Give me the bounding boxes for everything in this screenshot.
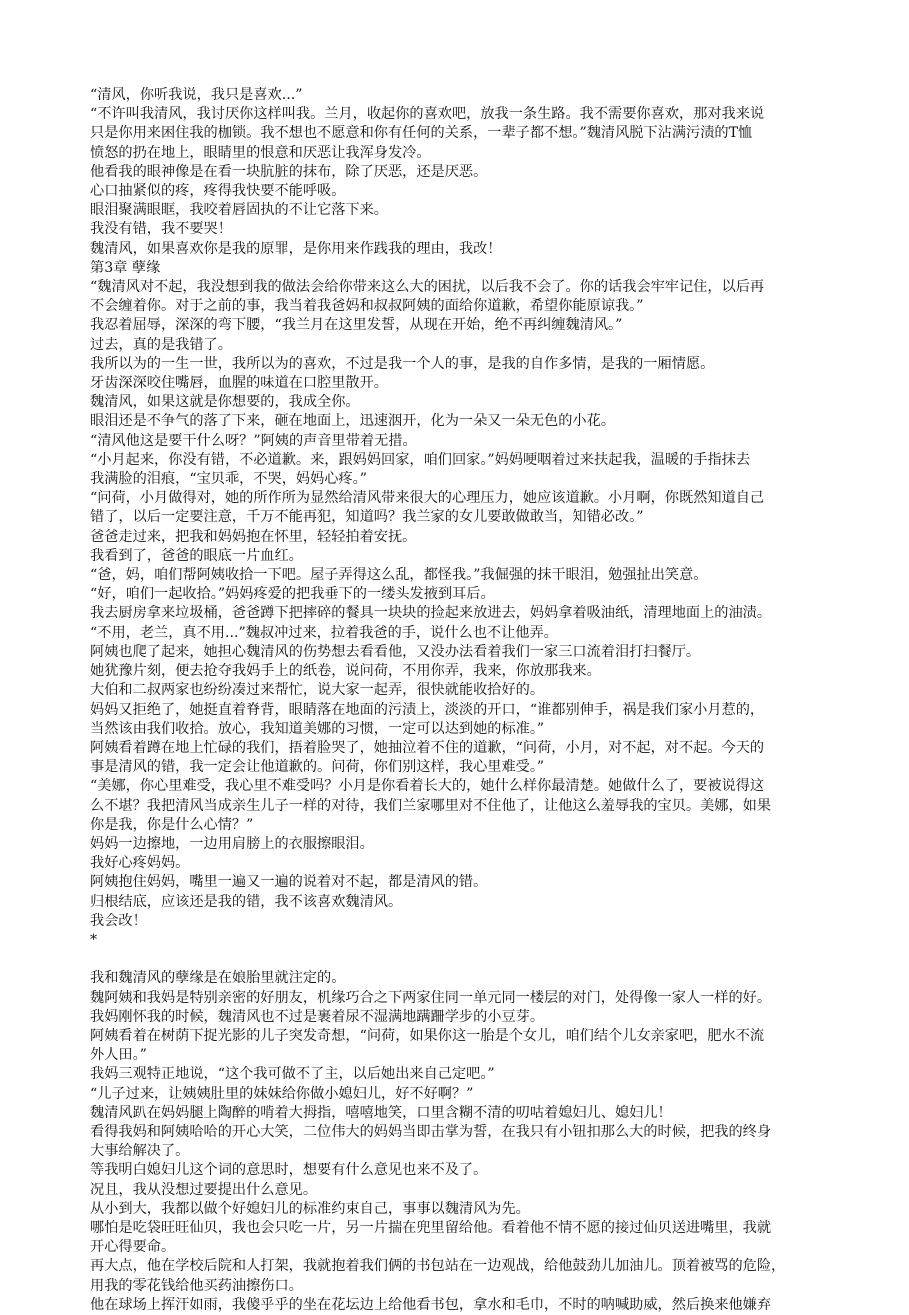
text-line: “小月起来，你没有错，不必道歉。来，跟妈妈回家，咱们回家。”妈妈哽咽着过来扶起我，温暖的手指抹去 (90, 451, 751, 468)
text-line: 再大点，他在学校后院和人打架，我就抱着我们俩的书包站在一边观战，给他鼓劲儿加油儿。顶着被骂的危险， (90, 1258, 786, 1275)
text-line: “爸，妈，咱们帮阿姨收拾一下吧。屋子弄得这么乱，都怪我。”我倔强的抹干眼泪，勉强扯出笑意。 (90, 567, 708, 584)
text-line: “美娜，你心里难受，我心里不难受吗？小月是你看着长大的，她什么样你最清楚。她做什么了，要被说得这 (90, 778, 765, 795)
text-line: 眼泪还是不争气的落了下来，砸在地面上，迅速洇开，化为一朵又一朵无色的小花。 (90, 413, 615, 430)
text-line: 牙齿深深咬住嘴唇，血腥的味道在口腔里散开。 (90, 375, 388, 392)
text-line: 魏阿姨和我妈是特别亲密的好朋友，机缘巧合之下两家住同一单元同一楼层的对门，处得像一家人一样的好。 (90, 989, 772, 1006)
text-line: 我和魏清风的孽缘是在娘胎里就注定的。 (90, 970, 346, 987)
text-line: 阿姨抱住妈妈，嘴里一遍又一遍的说着对不起，都是清风的错。 (90, 874, 488, 891)
text-line: “清风他这是要干什么呀？”阿姨的声音里带着无措。 (90, 432, 417, 449)
text-line: 从小到大，我都以做个好媳妇儿的标准约束自己，事事以魏清风为先。 (90, 1200, 530, 1217)
text-line: 我会改！ (90, 912, 147, 929)
text-line: 我满脸的泪痕，“宝贝乖，不哭，妈妈心疼。” (90, 471, 367, 488)
text-line: 魏清风，如果这就是你想要的，我成全你。 (90, 394, 360, 411)
text-line: 用我的零花钱给他买药油擦伤口。 (90, 1277, 303, 1294)
text-line: 当然该由我们收拾。放心，我知道美娜的习惯，一定可以达到她的标准。” (90, 720, 545, 737)
text-line: 眼泪聚满眼眶，我咬着唇固执的不让它落下来。 (90, 202, 388, 219)
text-line: 外人田。” (90, 1047, 147, 1064)
text-line: 我忍着屈辱，深深的弯下腰，“我兰月在这里发誓，从现在开始，绝不再纠缠魏清风。” (90, 317, 623, 334)
text-line: 我所以为的一生一世，我所以为的喜欢，不过是我一个人的事，是我的自作多情，是我的一厢情愿。 (90, 355, 715, 372)
text-line: 大伯和二叔两家也纷纷凑过来帮忙，说大家一起弄，很快就能收拾好的。 (90, 682, 545, 699)
text-line: 妈妈一边擦地，一边用肩膀上的衣服擦眼泪。 (90, 835, 374, 852)
text-line: 事是清风的错，我一定会让他道歉的。问荷，你们别这样，我心里难受。” (90, 759, 545, 776)
text-line: 不会缠着你。对于之前的事，我当着我爸妈和叔叔阿姨的面给你道歉，希望你能原谅我。” (90, 298, 644, 315)
text-line: 第3章 孽缘 (90, 259, 161, 276)
text-line: 我妈三观特正地说，“这个我可做不了主，以后她出来自己定吧。” (90, 1066, 495, 1083)
text-line: 心口抽紧似的疼，疼得我快要不能呼吸。 (90, 183, 346, 200)
text-line: 魏清风趴在妈妈腿上陶醉的啃着大拇指，嘻嘻地笑，口里含糊不清的叨咕着媳妇儿、媳妇儿！ (90, 1104, 672, 1121)
text-line: 看得我妈和阿姨哈哈的开心大笑，二位伟大的妈妈当即击掌为誓，在我只有小钮扣那么大的时候，把我的终身 (90, 1123, 772, 1140)
text-line: 阿姨也爬了起来，她担心魏清风的伤势想去看看他，又没办法看着我们一家三口流着泪打扫餐厅。 (90, 643, 701, 660)
text-line: 她犹豫片刻，便去抢夺我妈手上的纸卷，说问荷，不用你弄，我来，你放那我来。 (90, 663, 601, 680)
text-line: 只是你用来困住我的枷锁。我不想也不愿意和你有任何的关系，一辈子都不想。”魏清风脱下沾满污渍的T恤 (90, 125, 753, 142)
text-line: “好，咱们一起收拾。”妈妈疼爱的把我垂下的一缕头发掖到耳后。 (90, 586, 495, 603)
text-line: 错了，以后一定要注意，千万不能再犯，知道吗？我兰家的女儿要敢做敢当，知错必改。” (90, 509, 644, 526)
text-line: “儿子过来，让姨姨肚里的妹妹给你做小媳妇儿，好不好啊？” (90, 1085, 474, 1102)
text-line: 么不堪？我把清风当成亲生儿子一样的对待，我们兰家哪里对不住他了，让他这么羞辱我的宝贝。美娜，如果 (90, 797, 772, 814)
text-line: 过去，真的是我错了。 (90, 336, 232, 353)
text-line: 你是我，你是什么心情？” (90, 816, 254, 833)
text-line: “问荷，小月做得对，她的所作所为显然给清风带来很大的心理压力，她应该道歉。小月啊，你既然知道自己 (90, 490, 765, 507)
text-line: 阿姨看着在树荫下捉光影的儿子突发奇想，“问荷，如果你这一胎是个女儿，咱们结个儿女亲家吧，肥水不流 (90, 1027, 765, 1044)
text-line: 我没有错，我不要哭！ (90, 221, 232, 238)
text-line: “清风，你听我说，我只是喜欢...” (90, 87, 303, 103)
text-line: 我妈刚怀我的时候，魏清风也不过是裹着尿不湿满地蹒跚学步的小豆芽。 (90, 1008, 545, 1025)
text-line: 他在球场上挥汗如雨，我傻乎乎的坐在花坛边上给他看书包，拿水和毛巾，不时的呐喊助威，然后换来他嫌弃 (90, 1296, 772, 1313)
text-line: 等我明白媳妇儿这个词的意思时，想要有什么意见也来不及了。 (90, 1162, 488, 1179)
text-line: 妈妈又拒绝了，她挺直着脊背，眼睛落在地面的污渍上，淡淡的开口，“谁都别伸手，祸是我们家小月惹的， (90, 701, 765, 718)
text-line: 归根结底，应该还是我的错，我不该喜欢魏清风。 (90, 893, 403, 910)
text-line: 魏清风，如果喜欢你是我的原罪，是你用来作践我的理由，我改！ (90, 240, 502, 257)
text-line: 他看我的眼神像是在看一块肮脏的抹布，除了厌恶，还是厌恶。 (90, 163, 488, 180)
text-line: 爸爸走过来，把我和妈妈抱在怀里，轻轻拍着安抚。 (90, 528, 417, 545)
text-line: “不许叫我清风，我讨厌你这样叫我。兰月，收起你的喜欢吧，放我一条生路。我不需要你喜欢，那对我来说 (90, 106, 765, 123)
text-line: 阿姨看着蹲在地上忙碌的我们，捂着脸哭了，她抽泣着不住的道歉，“问荷，小月，对不起，对不起。今天的 (90, 739, 765, 756)
text-line: 我好心疼妈妈。 (90, 855, 190, 872)
text-line: “不用，老兰，真不用...”魏叔冲过来，拉着我爸的手，说什么也不让他弄。 (90, 624, 558, 641)
text-line: 况且，我从没想过要提出什么意见。 (90, 1181, 318, 1198)
text-line: 愤怒的扔在地上，眼睛里的恨意和厌恶让我浑身发冷。 (90, 144, 431, 161)
text-line: 开心得要命。 (90, 1239, 176, 1256)
text-line: * (90, 931, 98, 948)
text-line: “魏清风对不起，我没想到我的做法会给你带来这么大的困扰，以后我不会了。你的话我会牢牢记住，以后再 (90, 279, 765, 296)
text-line: 哪怕是吃袋旺旺仙贝，我也会只吃一片，另一片揣在兜里留给他。看着他不情不愿的接过仙贝送进嘴里，我就 (90, 1219, 772, 1236)
text-line: 我去厨房拿来垃圾桶，爸爸蹲下把摔碎的餐具一块块的捡起来放进去，妈妈拿着吸油纸，清理地面上的油渍。 (90, 605, 772, 622)
text-line: 大事给解决了。 (90, 1143, 190, 1160)
text-line: 我看到了，爸爸的眼底一片血红。 (90, 547, 303, 564)
text-line (90, 950, 821, 969)
